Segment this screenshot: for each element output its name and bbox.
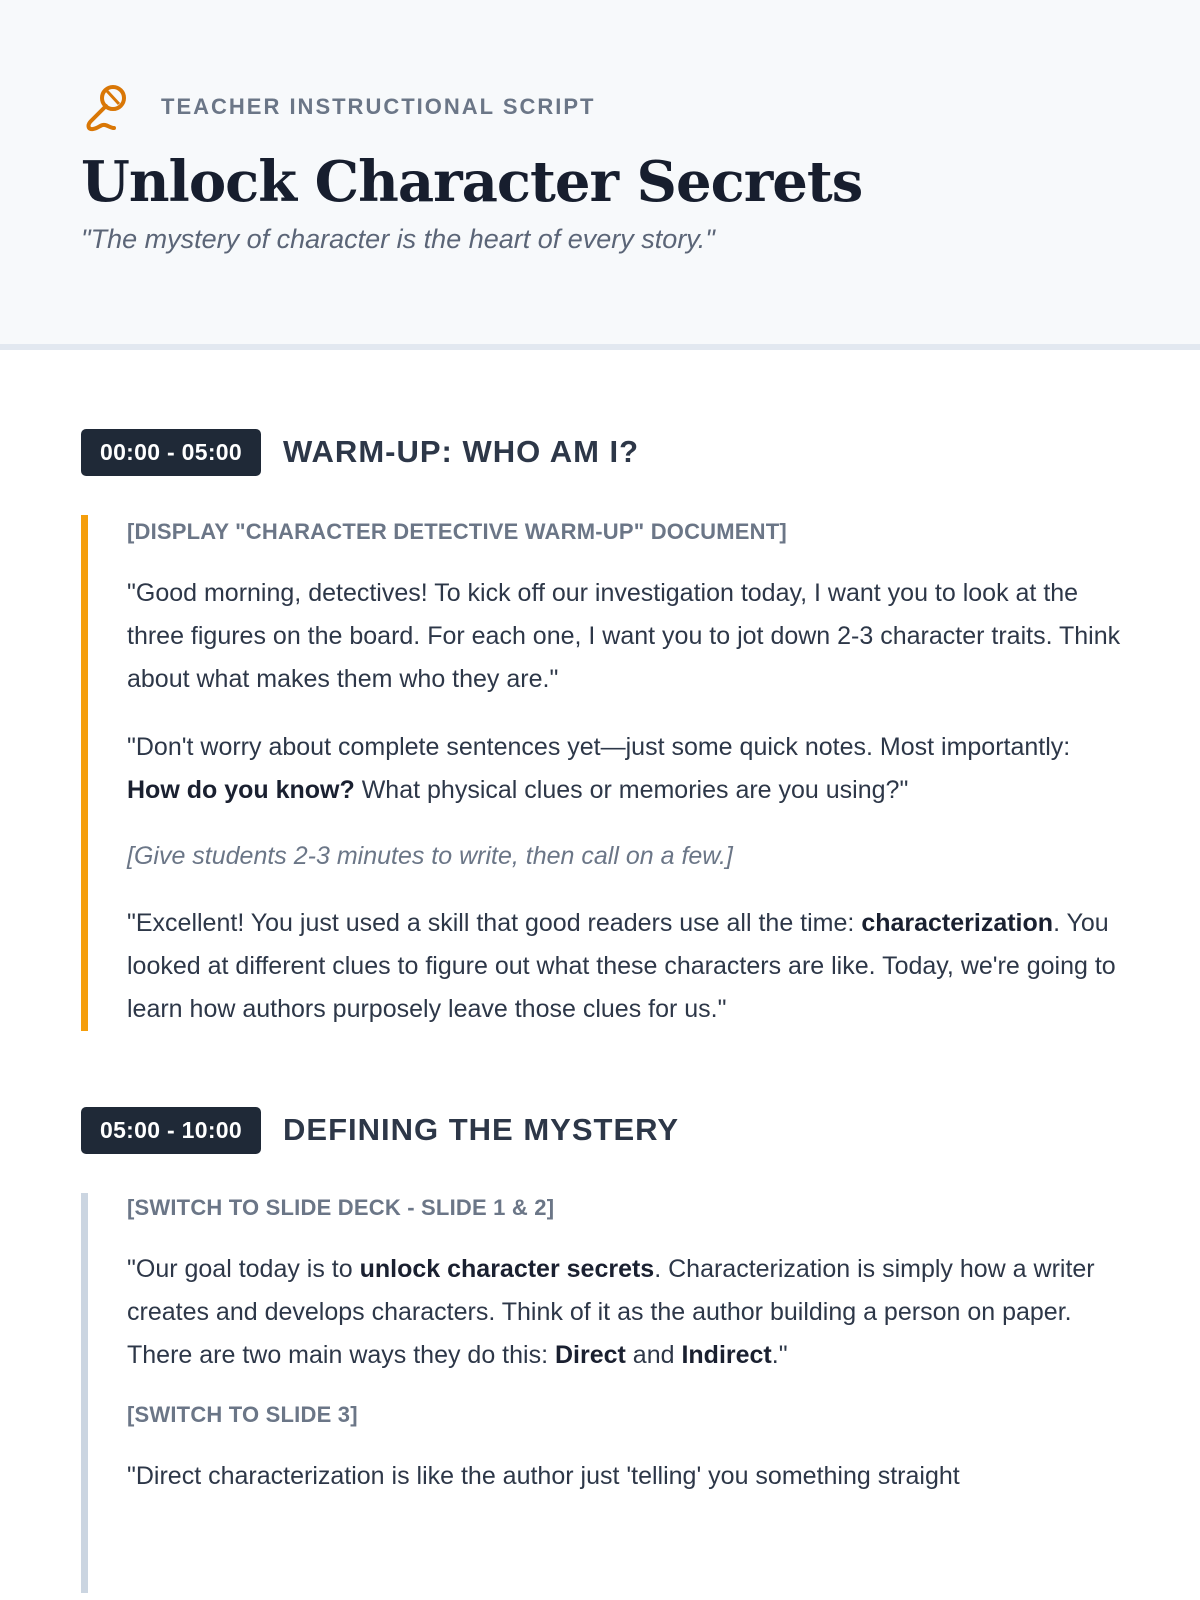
section-title: WARM-UP: WHO AM I?: [283, 434, 640, 469]
stage-direction: [SWITCH TO SLIDE DECK - SLIDE 1 & 2]: [127, 1195, 555, 1220]
emphasis-text: How do you know?: [127, 776, 355, 804]
section-title: DEFINING THE MYSTERY: [283, 1112, 680, 1147]
dialogue-text: . Characterization is simply how a writer creates and develops characters. Think of it as the author building a person on paper. There are two main ways they do this:: [127, 1255, 1095, 1369]
section-defining-mystery: [81, 1106, 1200, 1593]
stage-direction: [SWITCH TO SLIDE 3]: [127, 1402, 358, 1427]
emphasis-text: Direct: [554, 1341, 626, 1369]
stage-direction: [DISPLAY "CHARACTER DETECTIVE WARM-UP" DOCUMENT]: [127, 519, 787, 544]
dialogue-text: .": [771, 1341, 788, 1369]
teacher-dialogue: [127, 902, 1121, 1031]
section-heading: [81, 1106, 1200, 1154]
microphone-icon: [81, 80, 131, 134]
teacher-dialogue: [127, 572, 1121, 701]
script-content: [0, 428, 1200, 1593]
header-top-row: [81, 80, 1200, 134]
emphasis-text: characterization: [861, 909, 1054, 937]
teacher-dialogue: [127, 1248, 1121, 1377]
dialogue-text: "Our goal today is to: [127, 1255, 360, 1283]
emphasis-text: Indirect: [681, 1341, 772, 1369]
time-range-badge: 00:00 - 05:00: [81, 429, 261, 476]
dialogue-text: "Don't worry about complete sentences yet—just some quick notes. Most importantly:: [127, 733, 1071, 761]
teacher-direction: [Give students 2-3 minutes to write, then call on a few.]: [127, 842, 733, 870]
script-block: [81, 515, 1121, 1031]
script-block: [81, 1193, 1121, 1593]
dialogue-text: "Good morning, detectives! To kick off our investigation today, I want you to look at the three figures on the board. For each one, I want you to jot down 2-3 character traits. Think about what makes them who they are.": [127, 579, 1121, 693]
page-title: Unlock Character Secrets: [81, 149, 863, 215]
teacher-dialogue: [127, 726, 1121, 812]
dialogue-text: "Excellent! You just used a skill that good readers use all the time:: [127, 909, 862, 937]
document-type-label: TEACHER INSTRUCTIONAL SCRIPT: [161, 94, 596, 119]
script-header: [0, 0, 1200, 350]
dialogue-text: and: [625, 1341, 682, 1369]
dialogue-text: What physical clues or memories are you using?": [354, 776, 909, 804]
section-warm-up: [81, 428, 1200, 1031]
emphasis-text: unlock character secrets: [359, 1255, 655, 1283]
dialogue-text: . You looked at different clues to figure out what these characters are like. Today, we're going to learn how authors purposely leave those clues for us.": [127, 909, 1116, 1023]
teacher-dialogue: "Direct characterization is like the author just 'telling' you something straight: [127, 1462, 960, 1490]
section-heading: [81, 428, 1200, 476]
page-subtitle-quote: "The mystery of character is the heart of every story.": [81, 224, 715, 254]
time-range-badge: 05:00 - 10:00: [81, 1107, 261, 1154]
